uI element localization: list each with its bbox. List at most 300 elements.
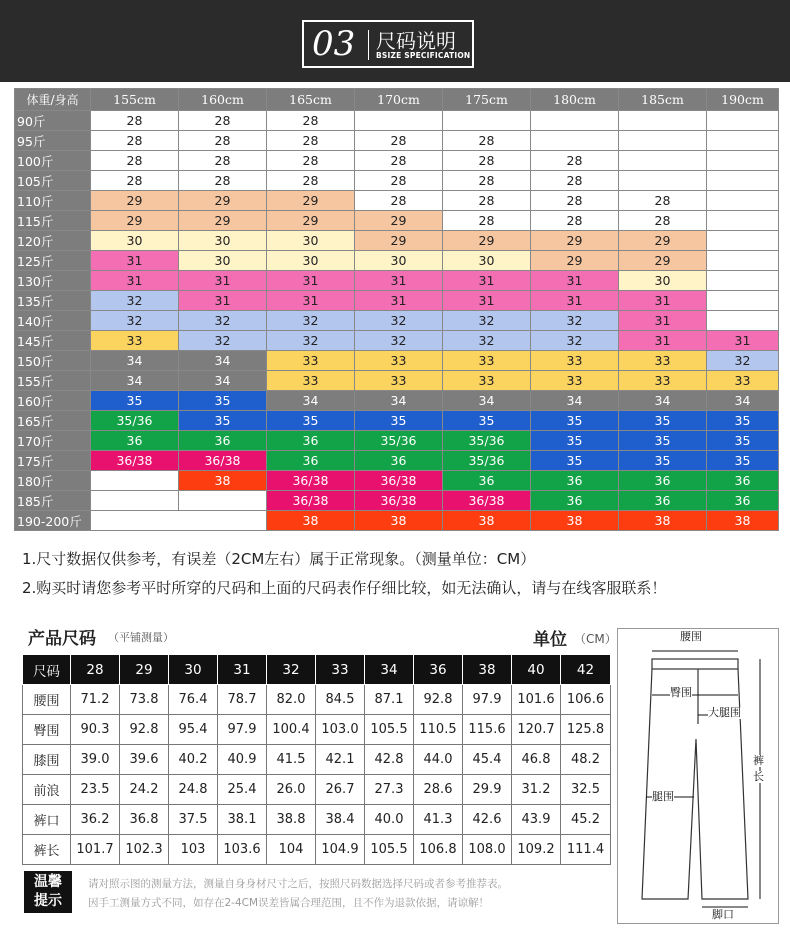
size-cell: 33 xyxy=(443,371,531,391)
size-table-row xyxy=(15,311,779,331)
measurement-value-cell: 31.2 xyxy=(512,775,561,805)
size-cell: 34 xyxy=(707,391,779,411)
weight-label-cell: 140斤 xyxy=(15,311,91,331)
size-cell: 34 xyxy=(179,351,267,371)
measurement-value-cell: 87.1 xyxy=(365,685,414,715)
size-cell: 35/36 xyxy=(443,431,531,451)
size-cell xyxy=(707,211,779,231)
size-cell: 35 xyxy=(619,431,707,451)
product-size-header-cell: 30 xyxy=(169,655,218,685)
size-recommendation-table xyxy=(14,88,779,531)
size-cell: 29 xyxy=(91,211,179,231)
size-cell: 38 xyxy=(267,511,355,531)
product-size-header-cell: 28 xyxy=(71,655,120,685)
size-cell xyxy=(91,511,267,531)
size-cell: 28 xyxy=(179,151,267,171)
height-header-cell: 185cm xyxy=(619,89,707,111)
size-table-row xyxy=(15,491,779,511)
weight-label-cell: 145斤 xyxy=(15,331,91,351)
size-cell: 36 xyxy=(619,471,707,491)
size-cell: 33 xyxy=(267,351,355,371)
size-cell: 35 xyxy=(531,411,619,431)
size-cell: 31 xyxy=(179,271,267,291)
size-table-row xyxy=(15,131,779,151)
size-cell xyxy=(707,131,779,151)
size-table-corner: 体重/身高 xyxy=(15,89,91,111)
size-table-row xyxy=(15,331,779,351)
size-cell: 35 xyxy=(355,411,443,431)
size-table-row xyxy=(15,351,779,371)
measurement-value-cell: 27.3 xyxy=(365,775,414,805)
diagram-thigh-label: 大腿围 xyxy=(708,706,741,719)
pants-measurement-diagram xyxy=(617,628,779,924)
size-cell: 36/38 xyxy=(267,471,355,491)
size-table-header-row xyxy=(15,89,779,111)
section-banner xyxy=(0,0,790,82)
measurement-label-cell: 腰围 xyxy=(23,685,71,715)
size-cell: 29 xyxy=(91,191,179,211)
measurement-value-cell: 100.4 xyxy=(267,715,316,745)
height-header-cell: 170cm xyxy=(355,89,443,111)
tip-badge-line-2: 提示 xyxy=(34,893,62,909)
size-cell: 29 xyxy=(267,191,355,211)
banner-divider xyxy=(368,30,369,60)
size-cell: 31 xyxy=(355,291,443,311)
size-cell xyxy=(707,111,779,131)
size-cell: 35/36 xyxy=(91,411,179,431)
section-subtitle: BSIZE SPECIFICATION xyxy=(376,51,471,60)
measurement-value-cell: 38.4 xyxy=(316,805,365,835)
size-cell xyxy=(707,191,779,211)
measurement-value-cell: 125.8 xyxy=(561,715,611,745)
product-size-title: 产品尺码 xyxy=(28,629,96,649)
size-cell xyxy=(619,171,707,191)
size-cell: 28 xyxy=(91,171,179,191)
size-cell: 28 xyxy=(531,151,619,171)
size-cell: 31 xyxy=(443,271,531,291)
size-cell: 28 xyxy=(267,151,355,171)
size-cell: 31 xyxy=(267,291,355,311)
size-cell: 34 xyxy=(531,391,619,411)
size-cell xyxy=(531,111,619,131)
size-cell: 35 xyxy=(91,391,179,411)
diagram-length-label-2: 长 xyxy=(753,770,764,783)
size-cell xyxy=(179,491,267,511)
measurement-value-cell: 42.8 xyxy=(365,745,414,775)
measurement-label-cell: 臀围 xyxy=(23,715,71,745)
size-cell xyxy=(707,251,779,271)
size-table-row xyxy=(15,271,779,291)
weight-label-cell: 130斤 xyxy=(15,271,91,291)
size-cell: 28 xyxy=(443,211,531,231)
measurement-value-cell: 102.3 xyxy=(120,835,169,865)
size-cell: 33 xyxy=(443,351,531,371)
tip-badge xyxy=(24,871,72,913)
weight-label-cell: 180斤 xyxy=(15,471,91,491)
size-cell: 33 xyxy=(531,351,619,371)
size-cell: 30 xyxy=(179,251,267,271)
size-cell: 36/38 xyxy=(443,491,531,511)
weight-label-cell: 175斤 xyxy=(15,451,91,471)
measurement-value-cell: 103.6 xyxy=(218,835,267,865)
product-size-header-cell: 29 xyxy=(120,655,169,685)
measurement-value-cell: 110.5 xyxy=(414,715,463,745)
size-cell xyxy=(355,111,443,131)
weight-label-cell: 155斤 xyxy=(15,371,91,391)
size-cell: 32 xyxy=(443,331,531,351)
size-cell: 29 xyxy=(619,231,707,251)
weight-label-cell: 135斤 xyxy=(15,291,91,311)
diagram-knee-label: 腿围 xyxy=(652,790,674,803)
size-cell: 30 xyxy=(619,271,707,291)
diagram-length-label-1: 裤 xyxy=(753,754,764,767)
measurement-value-cell: 40.2 xyxy=(169,745,218,775)
size-cell xyxy=(707,171,779,191)
size-cell: 28 xyxy=(443,191,531,211)
size-cell: 31 xyxy=(531,271,619,291)
size-cell: 38 xyxy=(619,511,707,531)
product-table-row xyxy=(23,835,611,865)
size-cell: 31 xyxy=(443,291,531,311)
measurement-value-cell: 32.5 xyxy=(561,775,611,805)
size-cell: 29 xyxy=(531,231,619,251)
size-cell: 36 xyxy=(531,491,619,511)
size-cell: 32 xyxy=(355,331,443,351)
size-cell: 33 xyxy=(355,351,443,371)
measurement-label-cell: 前浪 xyxy=(23,775,71,805)
size-cell: 35 xyxy=(531,431,619,451)
size-cell: 30 xyxy=(355,251,443,271)
size-cell: 32 xyxy=(531,311,619,331)
measurement-value-cell: 95.4 xyxy=(169,715,218,745)
size-cell: 32 xyxy=(267,311,355,331)
weight-label-cell: 170斤 xyxy=(15,431,91,451)
size-cell: 28 xyxy=(531,211,619,231)
size-cell xyxy=(619,151,707,171)
size-table-row xyxy=(15,371,779,391)
size-cell: 30 xyxy=(179,231,267,251)
measurement-label-cell: 裤长 xyxy=(23,835,71,865)
size-cell: 36 xyxy=(267,451,355,471)
size-cell: 35 xyxy=(179,411,267,431)
diagram-hem-label: 脚口 xyxy=(712,908,734,921)
product-measurement-table xyxy=(22,654,611,865)
size-table-row xyxy=(15,151,779,171)
weight-label-cell: 150斤 xyxy=(15,351,91,371)
size-cell: 34 xyxy=(91,351,179,371)
size-cell: 36 xyxy=(267,431,355,451)
size-cell: 30 xyxy=(91,231,179,251)
size-cell: 28 xyxy=(355,131,443,151)
product-size-header-cell: 42 xyxy=(561,655,611,685)
product-size-header-cell: 40 xyxy=(512,655,561,685)
size-cell: 36 xyxy=(531,471,619,491)
size-table-row xyxy=(15,211,779,231)
product-size-subtitle: （平铺测量） xyxy=(108,631,174,644)
size-cell: 35 xyxy=(707,411,779,431)
size-cell: 35 xyxy=(619,451,707,471)
size-cell: 32 xyxy=(707,351,779,371)
tip-line-2: 因手工测量方式不同，如存在2-4CM误差皆属合理范围，且不作为退款依据，请谅解！ xyxy=(88,897,490,909)
size-cell: 31 xyxy=(619,311,707,331)
measurement-value-cell: 37.5 xyxy=(169,805,218,835)
measurement-value-cell: 82.0 xyxy=(267,685,316,715)
banner-title-box xyxy=(302,20,474,68)
measurement-value-cell: 42.1 xyxy=(316,745,365,775)
size-cell: 28 xyxy=(355,171,443,191)
measurement-label-cell: 裤口 xyxy=(23,805,71,835)
size-cell: 36 xyxy=(355,451,443,471)
size-table-row xyxy=(15,471,779,491)
weight-label-cell: 165斤 xyxy=(15,411,91,431)
size-cell: 31 xyxy=(267,271,355,291)
size-cell: 38 xyxy=(179,471,267,491)
measurement-value-cell: 45.2 xyxy=(561,805,611,835)
size-cell: 33 xyxy=(91,331,179,351)
size-cell xyxy=(91,471,179,491)
size-cell: 29 xyxy=(355,211,443,231)
size-cell: 34 xyxy=(355,391,443,411)
diagram-waist-label: 腰围 xyxy=(680,630,702,643)
size-cell: 36/38 xyxy=(355,491,443,511)
size-cell: 34 xyxy=(443,391,531,411)
size-cell: 33 xyxy=(619,371,707,391)
size-cell: 28 xyxy=(179,171,267,191)
size-cell: 36 xyxy=(91,431,179,451)
measurement-value-cell: 38.1 xyxy=(218,805,267,835)
size-cell: 38 xyxy=(531,511,619,531)
size-cell: 36 xyxy=(619,491,707,511)
size-cell xyxy=(443,111,531,131)
size-table-row xyxy=(15,191,779,211)
product-size-header-cell: 31 xyxy=(218,655,267,685)
measurement-value-cell: 101.6 xyxy=(512,685,561,715)
measurement-value-cell: 101.7 xyxy=(71,835,120,865)
size-cell: 33 xyxy=(267,371,355,391)
size-cell: 29 xyxy=(179,211,267,231)
size-cell: 36/38 xyxy=(91,451,179,471)
size-cell: 28 xyxy=(355,191,443,211)
size-cell: 32 xyxy=(531,331,619,351)
measurement-value-cell: 120.7 xyxy=(512,715,561,745)
size-cell: 34 xyxy=(91,371,179,391)
measurement-value-cell: 26.0 xyxy=(267,775,316,805)
size-cell: 28 xyxy=(267,111,355,131)
size-cell: 36/38 xyxy=(179,451,267,471)
measurement-value-cell: 24.8 xyxy=(169,775,218,805)
product-size-header-cell: 34 xyxy=(365,655,414,685)
size-cell: 31 xyxy=(91,251,179,271)
size-table-row xyxy=(15,231,779,251)
size-cell: 28 xyxy=(443,171,531,191)
size-cell: 33 xyxy=(707,371,779,391)
measurement-value-cell: 92.8 xyxy=(414,685,463,715)
size-table-row xyxy=(15,251,779,271)
size-cell: 28 xyxy=(267,131,355,151)
size-cell: 28 xyxy=(443,151,531,171)
size-cell: 36 xyxy=(707,491,779,511)
size-cell: 32 xyxy=(267,331,355,351)
size-table-row xyxy=(15,111,779,131)
size-cell: 38 xyxy=(355,511,443,531)
product-table-row xyxy=(23,685,611,715)
weight-label-cell: 120斤 xyxy=(15,231,91,251)
size-cell xyxy=(707,311,779,331)
measurement-value-cell: 106.6 xyxy=(561,685,611,715)
size-cell: 38 xyxy=(707,511,779,531)
size-cell: 32 xyxy=(443,311,531,331)
size-cell: 28 xyxy=(619,191,707,211)
size-table-row xyxy=(15,451,779,471)
product-table-row xyxy=(23,715,611,745)
measurement-value-cell: 106.8 xyxy=(414,835,463,865)
size-cell: 28 xyxy=(531,191,619,211)
measurement-value-cell: 84.5 xyxy=(316,685,365,715)
height-header-cell: 175cm xyxy=(443,89,531,111)
measurement-value-cell: 44.0 xyxy=(414,745,463,775)
measurement-value-cell: 48.2 xyxy=(561,745,611,775)
measurement-value-cell: 90.3 xyxy=(71,715,120,745)
size-cell: 35 xyxy=(179,391,267,411)
size-cell: 35 xyxy=(267,411,355,431)
measurement-value-cell: 97.9 xyxy=(463,685,512,715)
size-cell: 36/38 xyxy=(355,471,443,491)
size-cell: 35 xyxy=(707,431,779,451)
size-cell: 28 xyxy=(443,131,531,151)
size-cell: 29 xyxy=(267,211,355,231)
weight-label-cell: 110斤 xyxy=(15,191,91,211)
measurement-value-cell: 115.6 xyxy=(463,715,512,745)
size-cell: 29 xyxy=(619,251,707,271)
section-number: 03 xyxy=(312,24,356,64)
measurement-value-cell: 71.2 xyxy=(71,685,120,715)
size-cell: 28 xyxy=(179,111,267,131)
measurement-value-cell: 40.0 xyxy=(365,805,414,835)
size-cell: 36 xyxy=(707,471,779,491)
product-table-row xyxy=(23,775,611,805)
measurement-value-cell: 41.5 xyxy=(267,745,316,775)
size-cell: 28 xyxy=(355,151,443,171)
height-header-cell: 165cm xyxy=(267,89,355,111)
measurement-label-cell: 膝围 xyxy=(23,745,71,775)
size-cell: 31 xyxy=(531,291,619,311)
measurement-value-cell: 103 xyxy=(169,835,218,865)
size-cell xyxy=(531,131,619,151)
measurement-value-cell: 73.8 xyxy=(120,685,169,715)
weight-label-cell: 95斤 xyxy=(15,131,91,151)
unit-label: 单位 xyxy=(533,630,567,650)
size-cell: 28 xyxy=(619,211,707,231)
tip-line-1: 请对照示图的测量方法，测量自身身材尺寸之后，按照尺码数据选择尺码或者参考推荐表。 xyxy=(88,878,508,890)
size-cell: 30 xyxy=(267,251,355,271)
size-cell: 36/38 xyxy=(267,491,355,511)
size-table-row xyxy=(15,511,779,531)
product-table-row xyxy=(23,805,611,835)
measurement-value-cell: 97.9 xyxy=(218,715,267,745)
size-cell: 33 xyxy=(619,351,707,371)
size-cell: 29 xyxy=(179,191,267,211)
size-cell: 34 xyxy=(267,391,355,411)
size-cell: 35 xyxy=(707,451,779,471)
size-table-row xyxy=(15,431,779,451)
size-cell: 33 xyxy=(531,371,619,391)
size-cell: 28 xyxy=(91,111,179,131)
size-cell: 34 xyxy=(179,371,267,391)
weight-label-cell: 90斤 xyxy=(15,111,91,131)
measurement-value-cell: 45.4 xyxy=(463,745,512,775)
measurement-value-cell: 104.9 xyxy=(316,835,365,865)
product-table-header-row xyxy=(23,655,611,685)
size-cell xyxy=(707,231,779,251)
size-cell: 33 xyxy=(355,371,443,391)
size-cell xyxy=(707,151,779,171)
product-size-header-cell: 38 xyxy=(463,655,512,685)
product-header-label: 尺码 xyxy=(23,655,71,685)
size-cell: 31 xyxy=(179,291,267,311)
size-table-row xyxy=(15,411,779,431)
measurement-value-cell: 109.2 xyxy=(512,835,561,865)
weight-label-cell: 100斤 xyxy=(15,151,91,171)
size-cell: 29 xyxy=(531,251,619,271)
size-cell xyxy=(619,111,707,131)
size-cell xyxy=(707,271,779,291)
measurement-value-cell: 41.3 xyxy=(414,805,463,835)
size-cell: 35 xyxy=(443,411,531,431)
measurement-value-cell: 23.5 xyxy=(71,775,120,805)
measurement-value-cell: 103.0 xyxy=(316,715,365,745)
size-cell: 31 xyxy=(619,331,707,351)
size-cell: 28 xyxy=(267,171,355,191)
size-cell: 29 xyxy=(355,231,443,251)
size-cell: 31 xyxy=(707,331,779,351)
height-header-cell: 155cm xyxy=(91,89,179,111)
size-table-row xyxy=(15,291,779,311)
size-cell: 32 xyxy=(91,291,179,311)
height-header-cell: 160cm xyxy=(179,89,267,111)
weight-label-cell: 185斤 xyxy=(15,491,91,511)
measurement-value-cell: 104 xyxy=(267,835,316,865)
size-cell: 30 xyxy=(443,251,531,271)
weight-label-cell: 105斤 xyxy=(15,171,91,191)
measurement-value-cell: 26.7 xyxy=(316,775,365,805)
measurement-value-cell: 78.7 xyxy=(218,685,267,715)
unit-subtitle: （CM） xyxy=(574,632,617,646)
size-cell: 28 xyxy=(91,131,179,151)
measurement-value-cell: 43.9 xyxy=(512,805,561,835)
measurement-value-cell: 105.5 xyxy=(365,715,414,745)
size-cell: 38 xyxy=(443,511,531,531)
size-cell xyxy=(619,131,707,151)
measurement-value-cell: 76.4 xyxy=(169,685,218,715)
measurement-value-cell: 38.8 xyxy=(267,805,316,835)
measurement-value-cell: 39.6 xyxy=(120,745,169,775)
size-cell: 28 xyxy=(179,131,267,151)
size-cell: 28 xyxy=(91,151,179,171)
measurement-value-cell: 36.2 xyxy=(71,805,120,835)
size-cell: 29 xyxy=(443,231,531,251)
size-cell: 36 xyxy=(179,431,267,451)
size-cell: 32 xyxy=(179,331,267,351)
size-cell: 34 xyxy=(619,391,707,411)
size-cell: 35 xyxy=(619,411,707,431)
weight-label-cell: 125斤 xyxy=(15,251,91,271)
product-size-header-cell: 33 xyxy=(316,655,365,685)
size-cell: 32 xyxy=(179,311,267,331)
size-cell: 32 xyxy=(91,311,179,331)
size-cell: 35/36 xyxy=(355,431,443,451)
measurement-value-cell: 39.0 xyxy=(71,745,120,775)
measurement-value-cell: 25.4 xyxy=(218,775,267,805)
